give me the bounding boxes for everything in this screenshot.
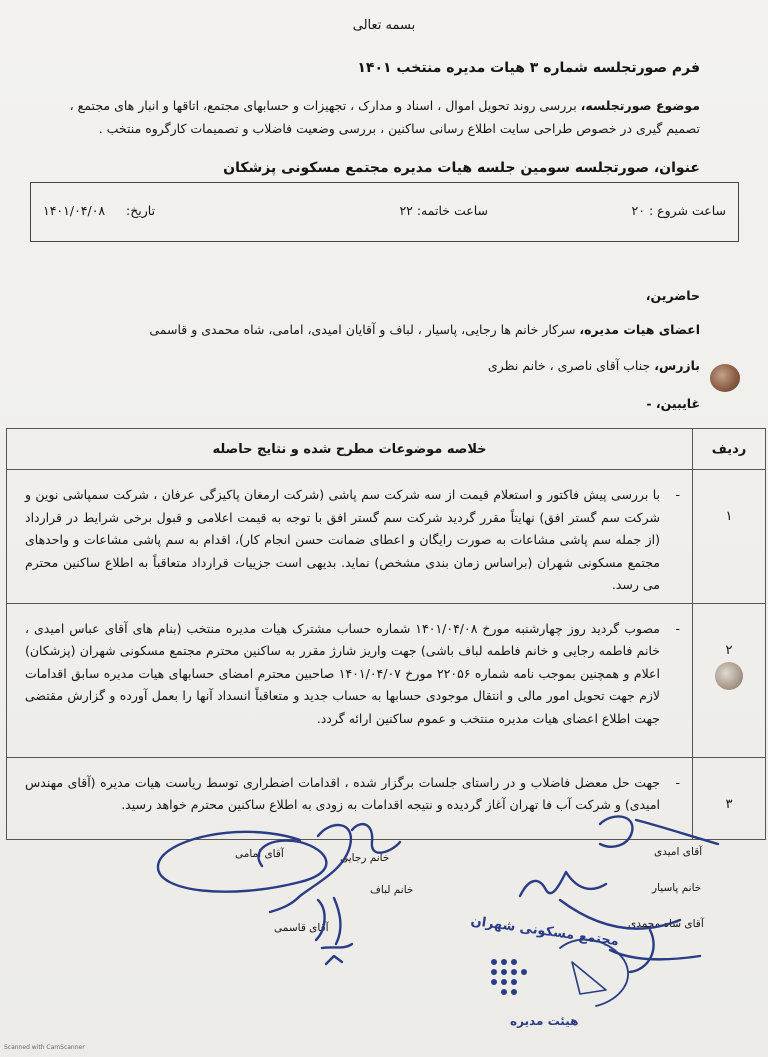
subject-label: موضوع صورتجلسه، (580, 98, 700, 113)
date-value: ۱۴۰۱/۰۴/۰۸ (43, 203, 106, 218)
inspectors-label: بازرس، (654, 358, 700, 373)
signature-emami (158, 832, 326, 892)
seal-subtext: هیئت مدیره (510, 1014, 579, 1028)
seal-triangle-outline (560, 939, 628, 1006)
meeting-heading: عنوان، صورتجلسه سومین جلسه هیات مدیره مجتمع مسکونی پزشکان (223, 160, 700, 176)
bullet-dash: - (675, 620, 680, 636)
signature-label-shahmohammadi: آقای شاه محمدی (628, 918, 704, 930)
signature-label-omidi: آقای امیدی (654, 846, 703, 858)
signature-pasyar (520, 872, 606, 896)
row-number: ۳ (725, 796, 733, 812)
seal-triangle-inner (572, 962, 606, 994)
absent-label: غایبین، - (646, 396, 700, 411)
date-label: تاریخ: (126, 203, 156, 218)
signature-label-pasyar: خانم پاسیار (652, 882, 702, 894)
start-time: ساعت شروع : ۲۰ (631, 203, 726, 218)
members-text: سرکار خانم ها رجایی، پاسیار ، لباف و آقایان امیدی، امامی، شاه محمدی و قاسمی (149, 322, 580, 337)
inspectors-text: جناب آقای ناصری ، خانم نظری (487, 358, 655, 373)
bismillah: بسمه تعالی (352, 18, 416, 33)
signature-ghasemi (316, 898, 352, 964)
signature-omidi (600, 816, 718, 846)
present-label: حاضرین، (645, 288, 700, 303)
members-label: اعضای هیات مدیره، (579, 322, 700, 337)
seal-dot-pattern (491, 959, 527, 995)
signature-label-emami: آقای امامی (235, 848, 284, 860)
row-summary: مصوب گردید روز چهارشنبه مورخ ۱۴۰۱/۰۴/۰۸ شماره حساب مشترک هیات مدیره منتخب (بنام های آقای عباس امیدی ، خانم فاطمه رجایی و خانم فاطمه لباف باشی) جهت واریز شارژ مقرر به ساکنین محترم مجتمع مسکونی شهران (پزشکان) اعلام و همچنین بموجب نامه شماره ۲۲۰۵۶ مورخ ۱۴۰۱/۰۴/۰۷ صاحبین محترم امضای حسابهای هیات مدیره سابق اقدامات لازم جهت تحویل امور مالی و انتقال موجودی حسابها به حساب جدید و متعاقباً انسداد آنها را بعمل آورده و گزارش مقتضی جهت اطلاع اعضای هیات مدیره منتخب و عموم ساکنین ارائه گردد. (25, 620, 660, 726)
signature-label-ghasemi: آقای قاسمی (274, 922, 329, 934)
signature-label-rajaei: خانم رجایی (340, 852, 390, 864)
bullet-dash: - (675, 487, 680, 502)
bullet-dash: - (675, 774, 680, 790)
signature-label-labbaf: خانم لباف (370, 884, 414, 896)
row-number: ۲ (725, 642, 733, 658)
seal-text: مجتمع مسکونی شهران (469, 913, 620, 950)
end-time: ساعت خاتمه: ۲۲ (399, 203, 488, 218)
subject-text: بررسی روند تحویل اموال ، اسناد و مدارک ، تجهیزات و حسابهای مجتمع، اتاقها و انبار های مجتمع ، تصمیم گیری در خصوص طراحی سایت اطلاع رسانی ساکنین ، بررسی وضعیت فاضلاب و تصمیمات کارگروه منتخب . (69, 98, 700, 136)
row-number: ۱ (725, 509, 733, 524)
row-summary: با بررسی پیش فاکتور و استعلام قیمت از سه شرکت سم پاشی (شرکت ارمغان پاکیزگی عرفان ، شرکت سمپاشی نوین و شرکت سم گستر افق) نهایتاً مقرر گردید شرکت سم گستر افق با توجه به قیمت اعلامی و قبول برخی شرایط در قرارداد (از جمله سم پاشی مشاعات به صورت رایگان و اعطای ضمانت حسن انجام کار)، اقدام به سم پاشی مشاعات و واحدهای مجتمع مسکونی شهران (براساس زمان بندی مشخص) نماید. بدیهی است جزییات قرارداد متعاقباً به اطلاع ساکنین محترم می رسد. (25, 487, 660, 592)
form-title: فرم صورتجلسه شماره ۳ هیات مدیره منتخب ۱۴۰۱ (357, 60, 700, 76)
col-header-summary: خلاصه موضوعات مطرح شده و نتایج حاصله (7, 429, 693, 470)
col-header-number: ردیف (693, 429, 766, 470)
scanner-watermark: Scanned with CamScanner (4, 1044, 85, 1051)
row-summary: جهت حل معضل فاضلاب و در راستای جلسات برگزار شده ، اقدامات اضطراری توسط ریاست هیات مدیره (آقای مهندس امیدی) و شرکت آب فا تهران آغاز گردیده و نتیجه اقدامات به زودی به اطلاع ساکنین محترم خواهد رسید. (25, 774, 660, 812)
